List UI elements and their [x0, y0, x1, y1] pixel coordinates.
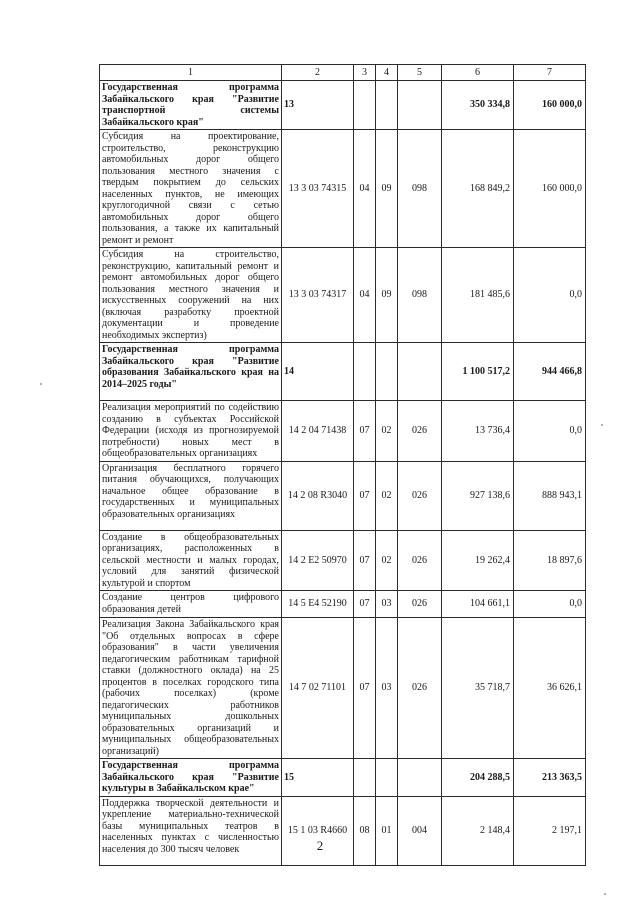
header-cell-6: 6 [442, 65, 514, 81]
row-name: Субсидия на проектирование, строительство, реконструкцию автомобильных дорог общего пользования местного значения с твердым покрытием до сельских населенных пунктов, не имеющих круглогодичной связи с сетью автомобильных дорог общего пользования, а также их капитальный ремонт и ремонт [100, 130, 282, 248]
table-row [100, 461, 586, 530]
table-body [100, 65, 586, 866]
row-ministry [398, 759, 442, 797]
row-amount-col6: 927 138,6 [442, 461, 514, 530]
row-code: 13 3 03 74315 [282, 130, 354, 248]
row-amount-col6: 35 718,7 [442, 618, 514, 759]
row-name: Организация бесплатного горячего питания обучающихся, получающих начальное общее образование в государственных и муниципальных образовательных организациях [100, 461, 282, 530]
row-section: 07 [354, 591, 376, 618]
row-code: 13 [282, 81, 354, 130]
row-ministry: 026 [398, 401, 442, 462]
row-code: 14 7 02 71101 [282, 618, 354, 759]
row-section: 07 [354, 618, 376, 759]
row-subsection: 03 [376, 618, 398, 759]
row-amount-col7: 213 363,5 [514, 759, 586, 797]
row-ministry: 026 [398, 618, 442, 759]
program-row [100, 759, 586, 797]
row-amount-col7: 0,0 [514, 401, 586, 462]
header-cell-1: 1 [100, 65, 282, 81]
row-ministry: 098 [398, 130, 442, 248]
table-row [100, 618, 586, 759]
row-amount-col7: 2 197,1 [514, 796, 586, 865]
row-name: Государственная программа Забайкальского края "Развитие транспортной системы Забайкальского края" [100, 81, 282, 130]
table-row [100, 591, 586, 618]
row-section [354, 343, 376, 401]
row-section: 07 [354, 461, 376, 530]
row-amount-col6: 204 288,5 [442, 759, 514, 797]
row-section: 04 [354, 130, 376, 248]
row-section: 08 [354, 796, 376, 865]
header-cell-4: 4 [376, 65, 398, 81]
row-name: Субсидия на строительство, реконструкцию, капитальный ремонт и ремонт автомобильных дорог общего пользования местного значения и искусственных сооружений на них (включая разработку проектной документации и проведение необходимых экспертиз) [100, 248, 282, 343]
row-amount-col6: 104 661,1 [442, 591, 514, 618]
program-row [100, 343, 586, 401]
table-row [100, 530, 586, 591]
row-subsection: 03 [376, 591, 398, 618]
row-section: 04 [354, 248, 376, 343]
row-amount-col7: 888 943,1 [514, 461, 586, 530]
row-code: 14 2 08 R3040 [282, 461, 354, 530]
row-amount-col6: 2 148,4 [442, 796, 514, 865]
row-subsection: 02 [376, 461, 398, 530]
row-amount-col7: 944 466,8 [514, 343, 586, 401]
row-amount-col6: 350 334,8 [442, 81, 514, 130]
scan-speck [604, 893, 606, 895]
row-name: Реализация мероприятий по содействию созданию в субъектах Российской Федерации (исходя из прогнозируемой потребности) новых мест в общеобразовательных организациях [100, 401, 282, 462]
row-section: 07 [354, 530, 376, 591]
row-subsection: 09 [376, 130, 398, 248]
row-amount-col6: 181 485,6 [442, 248, 514, 343]
page-number: 2 [316, 838, 324, 853]
table-row [100, 401, 586, 462]
budget-table [99, 64, 586, 866]
row-amount-col6: 13 736,4 [442, 401, 514, 462]
row-subsection [376, 343, 398, 401]
row-name: Реализация Закона Забайкальского края "Об отдельных вопросах в сфере образования" в части увеличения педагогическим работникам тарифной ставки (должностного оклада) на 25 процентов в поселках городского типа (рабочих поселках) (кроме педагогических работников муниципальных дошкольных образовательных организаций и муниципальных общеобразовательных организаций) [100, 618, 282, 759]
header-cell-2: 2 [282, 65, 354, 81]
table-row [100, 248, 586, 343]
row-amount-col7: 0,0 [514, 248, 586, 343]
row-amount-col7: 160 000,0 [514, 130, 586, 248]
row-ministry: 098 [398, 248, 442, 343]
scan-speck [40, 383, 42, 385]
row-code: 13 3 03 74317 [282, 248, 354, 343]
row-name: Государственная программа Забайкальского края "Развитие образования Забайкальского края на 2014–2025 годы" [100, 343, 282, 401]
header-cell-5: 5 [398, 65, 442, 81]
row-code: 14 2 E2 50970 [282, 530, 354, 591]
row-subsection: 01 [376, 796, 398, 865]
row-section: 07 [354, 401, 376, 462]
row-name: Государственная программа Забайкальского края "Развитие культуры в Забайкальском крае" [100, 759, 282, 797]
header-cell-7: 7 [514, 65, 586, 81]
row-amount-col7: 0,0 [514, 591, 586, 618]
row-section [354, 759, 376, 797]
row-ministry: 026 [398, 461, 442, 530]
row-ministry: 026 [398, 530, 442, 591]
row-code: 15 1 03 R4660 [282, 796, 354, 865]
row-ministry [398, 343, 442, 401]
row-amount-col6: 19 262,4 [442, 530, 514, 591]
row-ministry: 026 [398, 591, 442, 618]
row-code: 15 [282, 759, 354, 797]
row-subsection [376, 81, 398, 130]
row-ministry [398, 81, 442, 130]
program-row [100, 81, 586, 130]
row-ministry: 004 [398, 796, 442, 865]
row-amount-col6: 168 849,2 [442, 130, 514, 248]
row-name: Поддержка творческой деятельности и укрепление материально-технической базы муниципальных театров в населенных пунктах с численностью населения до 300 тысяч человек [100, 796, 282, 865]
table-row [100, 796, 586, 865]
row-section [354, 81, 376, 130]
row-amount-col7: 18 897,6 [514, 530, 586, 591]
row-subsection: 09 [376, 248, 398, 343]
scan-speck [601, 424, 603, 426]
row-code: 14 [282, 343, 354, 401]
row-subsection: 02 [376, 530, 398, 591]
row-amount-col6: 1 100 517,2 [442, 343, 514, 401]
row-subsection: 02 [376, 401, 398, 462]
row-code: 14 2 04 71438 [282, 401, 354, 462]
row-amount-col7: 160 000,0 [514, 81, 586, 130]
row-code: 14 5 E4 52190 [282, 591, 354, 618]
header-cell-3: 3 [354, 65, 376, 81]
row-subsection [376, 759, 398, 797]
column-number-row [100, 65, 586, 81]
row-amount-col7: 36 626,1 [514, 618, 586, 759]
row-name: Создание центров цифрового образования детей [100, 591, 282, 618]
row-name: Создание в общеобразовательных организациях, расположенных в сельской местности и малых городах, условий для занятий физической культурой и спортом [100, 530, 282, 591]
table-row [100, 130, 586, 248]
